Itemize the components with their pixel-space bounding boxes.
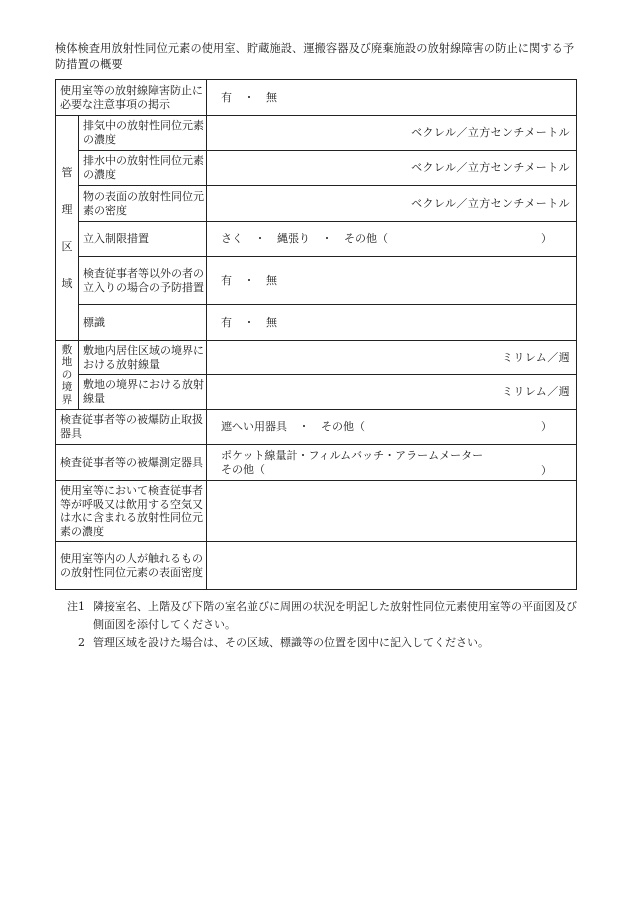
separator: ・ — [254, 232, 266, 245]
separator: ・ — [243, 273, 255, 287]
group-char-2: 地 — [61, 356, 73, 369]
value-residential[interactable] — [207, 341, 577, 375]
label-protect: 検査従事者等の被爆防止取扱器具 — [56, 410, 207, 445]
group-char-4: 境 — [61, 381, 73, 394]
group-char-2: 理 — [61, 202, 73, 216]
label-notice: 使用室等の放射線障害防止に必要な注意事項の掲示 — [56, 80, 207, 116]
option-yes[interactable]: 有 — [221, 315, 232, 329]
group-char-1: 管 — [61, 165, 73, 179]
row-exhaust — [56, 116, 577, 151]
label-site-boundary: 敷地の境界における放射線量 — [79, 375, 207, 410]
row-surface — [56, 186, 577, 222]
option-dosimeters[interactable]: ポケット線量計・フィルムバッチ・アラームメーター — [221, 448, 484, 462]
option-yes[interactable]: 有 — [221, 273, 232, 287]
value-entry[interactable] — [207, 222, 577, 257]
note-label: 2 — [78, 636, 85, 649]
option-no[interactable]: 無 — [266, 315, 277, 329]
option-no[interactable]: 無 — [266, 90, 277, 104]
value-surface[interactable] — [207, 186, 577, 222]
separator: ・ — [321, 232, 333, 245]
row-drain — [56, 151, 577, 186]
row-notice — [56, 80, 577, 116]
label-drain: 排水中の放射性同位元素の濃度 — [79, 151, 207, 186]
label-surface: 物の表面の放射性同位元素の密度 — [79, 186, 207, 222]
unit-site-boundary: ミリレム／週 — [502, 385, 570, 398]
note-label: 注1 — [67, 600, 85, 613]
note-2 — [55, 634, 580, 652]
label-measure: 検査従事者等の被爆測定器具 — [56, 445, 207, 481]
row-air — [56, 481, 577, 542]
option-no[interactable]: 無 — [266, 273, 277, 287]
notes — [55, 598, 580, 652]
label-others: 検査従事者等以外の者の立入りの場合の予防措置 — [79, 257, 207, 305]
note-text: 管理区域を設けた場合は、その区域、標識等の位置を図中に記入してください。 — [93, 636, 489, 649]
group-management-area — [56, 116, 79, 341]
option-other[interactable]: その他（ — [221, 462, 265, 476]
row-site-boundary — [56, 375, 577, 410]
unit-exhaust: ベクレル／立方センチメートル — [411, 126, 570, 139]
unit-drain: ベクレル／立方センチメートル — [411, 161, 570, 174]
label-exhaust: 排気中の放射性同位元素の濃度 — [79, 116, 207, 151]
value-touch[interactable] — [207, 542, 577, 590]
option-yes[interactable]: 有 — [221, 90, 232, 104]
group-char-5: 界 — [61, 393, 73, 406]
row-entry — [56, 222, 577, 257]
row-touch — [56, 542, 577, 590]
unit-residential: ミリレム／週 — [502, 350, 570, 364]
value-measure[interactable] — [207, 445, 577, 481]
separator: ・ — [243, 90, 255, 104]
group-char-3: の — [61, 368, 73, 381]
group-site-boundary — [56, 341, 79, 410]
row-sign — [56, 305, 577, 341]
value-exhaust[interactable] — [207, 116, 577, 151]
label-touch: 使用室等内の人が触れるものの放射性同位元素の表面密度 — [56, 542, 207, 590]
label-sign: 標識 — [79, 305, 207, 341]
value-site-boundary[interactable] — [207, 375, 577, 410]
group-char-3: 区 — [61, 239, 73, 253]
form-title: 検体検査用放射性同位元素の使用室、貯蔵施設、運搬容器及び廃棄施設の放射線障害の防止に関する予防措置の概要 — [55, 42, 575, 71]
option-shield[interactable]: 遮へい用器具 — [221, 420, 287, 433]
option-fence[interactable]: さく — [221, 232, 243, 245]
row-residential — [56, 341, 577, 375]
note-text: 隣接室名、上階及び下階の室名並びに周囲の状況を明記した放射性同位元素使用室等の平面図及び側面図を添付してください。 — [93, 600, 577, 631]
group-char-4: 域 — [61, 276, 73, 290]
value-protect[interactable] — [207, 410, 577, 445]
separator: ・ — [298, 420, 310, 433]
row-measure — [56, 445, 577, 481]
value-sign[interactable] — [207, 305, 577, 341]
option-other[interactable]: その他（ — [344, 232, 388, 245]
label-air: 使用室等において検査従事者等が呼吸又は飲用する空気又は水に含まれる放射性同位元素の濃度 — [56, 481, 207, 542]
value-drain[interactable] — [207, 151, 577, 186]
value-others[interactable] — [207, 257, 577, 305]
row-others — [56, 257, 577, 305]
option-other[interactable]: その他（ — [321, 420, 365, 433]
measures-table — [55, 79, 577, 590]
unit-surface: ベクレル／立方センチメートル — [411, 196, 570, 210]
note-1 — [55, 598, 580, 634]
option-rope[interactable]: 縄張り — [277, 232, 310, 245]
paren-close: ） — [541, 464, 552, 477]
paren-close: ） — [541, 232, 552, 245]
group-char-1: 敷 — [61, 343, 73, 356]
paren-close: ） — [541, 420, 552, 433]
row-protect — [56, 410, 577, 445]
value-notice[interactable] — [207, 80, 577, 116]
label-entry: 立入制限措置 — [79, 222, 207, 257]
separator: ・ — [243, 315, 255, 329]
value-air[interactable] — [207, 481, 577, 542]
label-residential: 敷地内居住区域の境界における放射線量 — [79, 341, 207, 375]
